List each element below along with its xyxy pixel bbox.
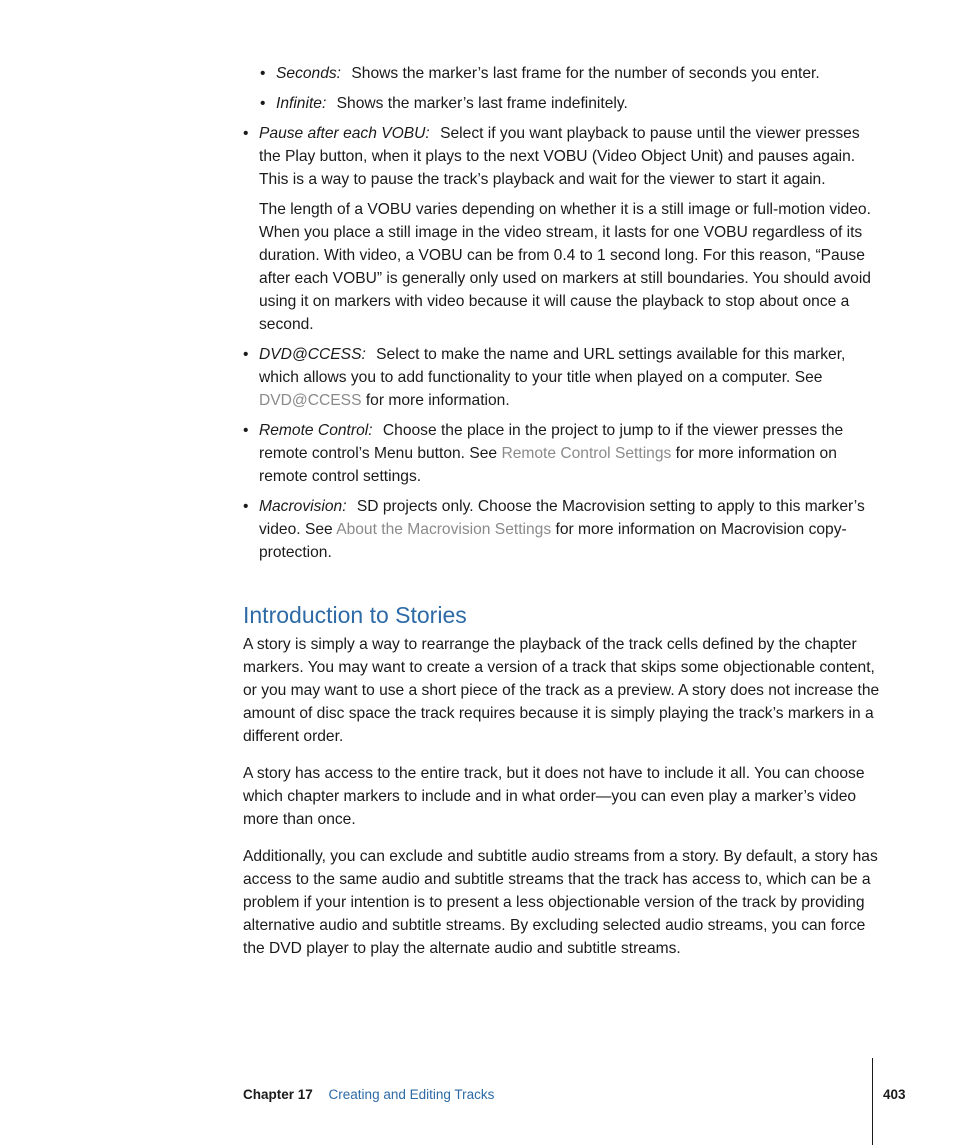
bullet-glyph: • <box>260 65 266 82</box>
list-item <box>260 62 880 85</box>
bullet-list <box>243 122 883 571</box>
macrovision-settings-link[interactable]: About the Macrovision Settings <box>336 521 552 538</box>
paragraph: A story has access to the entire track, but it does not have to include it all. You can choose which chapter markers to include and in what order—you can even play a marker’s video more than once. <box>243 765 865 828</box>
term: Infinite: <box>276 95 327 112</box>
dvdaccess-link[interactable]: DVD@CCESS <box>259 392 362 409</box>
item-text: Shows the marker’s last frame indefinitely. <box>336 95 628 112</box>
list-item <box>243 122 883 336</box>
paragraph: A story is simply a way to rearrange the playback of the track cells defined by the chapter markers. You may want to create a version of a track that skips some objectionable content, or you may want to use a short piece of the track as a preview. A story does not increase the amount of disc space the track requires because it is simply playing the track’s markers in a different order. <box>243 636 880 745</box>
remote-control-settings-link[interactable]: Remote Control Settings <box>501 445 672 462</box>
term: DVD@CCESS: <box>259 346 366 363</box>
item-paragraph <box>259 343 883 412</box>
list-item <box>243 419 883 488</box>
sub-bullet-list <box>260 62 880 122</box>
term: Seconds: <box>276 65 342 82</box>
paragraph: Additionally, you can exclude and subtitle audio streams from a story. By default, a story has access to the same audio and subtitle streams that the track has access to, which can be a problem if your intention is to present a less objectionable version of the track by providing alternative audio and subtitle streams. By excluding selected audio streams, you can force the DVD player to play the alternate audio and subtitle streams. <box>243 848 878 957</box>
term: Pause after each VOBU: <box>259 125 430 142</box>
item-text-after: for more information on Macrovision copy-protection. <box>259 521 847 561</box>
item-extra-paragraph: The length of a VOBU varies depending on whether it is a still image or full-motion video. When you place a still image in the video stream, it lasts for one VOBU regardless of its duration. With video, a VOBU can be from 0.4 to 1 second long. For this reason, “Pause after each VOBU” is generally only used on markers at still boundaries. You should avoid using it on markers with video because it will cause the playback to stop about once a second. <box>259 201 871 333</box>
page-number: 403 <box>883 1087 906 1102</box>
bullet-glyph: • <box>243 422 249 439</box>
chapter-label: Chapter 17 <box>243 1087 313 1102</box>
item-text: SD projects only. Choose the Macrovision setting to apply to this marker’s video. See <box>259 498 865 538</box>
item-text: Choose the place in the project to jump to if the viewer presses the remote control’s Menu button. See <box>259 422 844 462</box>
item-paragraph <box>259 419 883 488</box>
list-item <box>243 343 883 412</box>
chapter-title-link[interactable]: Creating and Editing Tracks <box>328 1087 495 1102</box>
term: Macrovision: <box>259 498 347 515</box>
list-item <box>260 92 880 115</box>
section-heading: Introduction to Stories <box>243 602 467 628</box>
bullet-glyph: • <box>243 346 249 363</box>
item-paragraph <box>259 122 883 191</box>
item-paragraph <box>259 495 883 564</box>
item-text-after: for more information on remote control settings. <box>259 445 837 485</box>
stories-section <box>243 600 883 974</box>
bullet-glyph: • <box>243 125 249 142</box>
list-item <box>243 495 883 564</box>
item-text: Select if you want playback to pause until the viewer presses the Play button, when it plays to the next VOBU (Video Object Unit) and pauses again. This is a way to pause the track’s playback and wait for the viewer to start it again. <box>259 125 860 188</box>
term: Remote Control: <box>259 422 373 439</box>
item-text: Select to make the name and URL settings available for this marker, which allows you to add functionality to your title when played on a computer. See <box>259 346 846 386</box>
item-text: Shows the marker’s last frame for the number of seconds you enter. <box>351 65 820 82</box>
page-footer <box>243 1085 911 1105</box>
bullet-glyph: • <box>260 95 266 112</box>
item-text-after: for more information. <box>365 392 510 409</box>
bullet-glyph: • <box>243 498 249 515</box>
